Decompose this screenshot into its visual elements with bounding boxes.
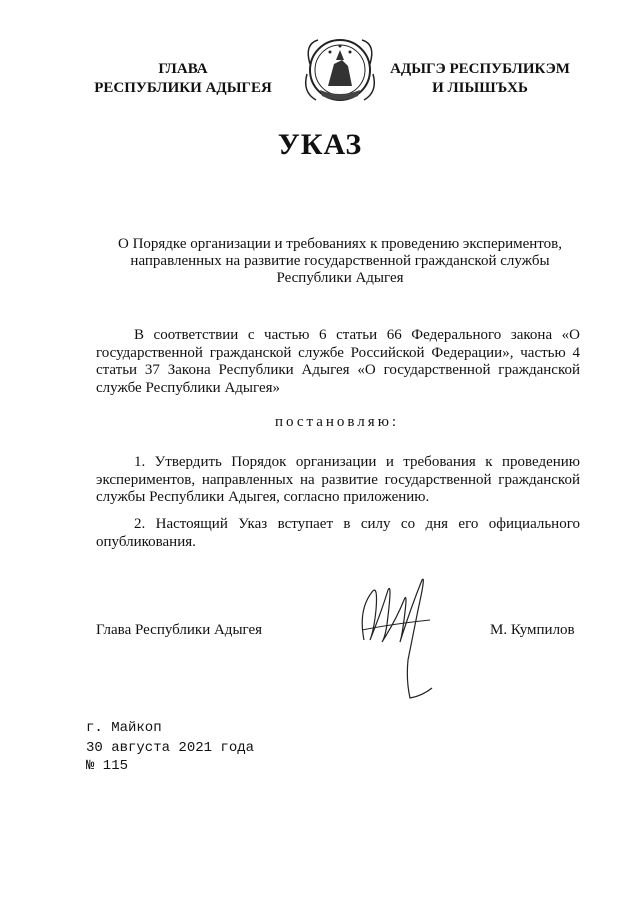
signatory-position: Глава Республики Адыгея <box>96 622 263 638</box>
handwritten-signature-icon <box>352 570 442 700</box>
document-title: УКАЗ <box>277 128 363 161</box>
footer-city: г. Майкоп <box>86 720 162 736</box>
decree-word: постановляю: <box>274 414 400 430</box>
subject-line-3: Республики Адыгея <box>276 270 404 286</box>
header-left-line2: РЕСПУБЛИКИ АДЫГЕЯ <box>94 80 272 96</box>
signatory-name: М. Кумпилов <box>490 622 575 638</box>
coat-of-arms-emblem-icon <box>298 34 382 110</box>
decree-item-1: 1. Утвердить Порядок организации и требования к проведению экспериментов, направленных на развитие государственной гражданской службы Республики Адыгея, согласно приложению. <box>96 454 580 505</box>
document-subject <box>100 236 580 287</box>
footer-date: 30 августа 2021 года <box>86 740 255 756</box>
footer-number: № 115 <box>86 758 129 774</box>
subject-line-1: О Порядке организации и требованиях к проведению экспериментов, <box>117 236 562 252</box>
subject-line-2: направленных на развитие государственной гражданской службы <box>130 253 550 269</box>
decree-item-2: 2. Настоящий Указ вступает в силу со дня его официального опубликования. <box>96 516 580 550</box>
preamble-paragraph: В соответствии с частью 6 статьи 66 Федерального закона «О государственной гражданской службе Российской Федерации», частью 4 статьи 37 Закона Республики Адыгея «О государственной гражданской службе Республики Адыгея» <box>96 327 580 396</box>
header-right <box>380 60 580 98</box>
header-left <box>88 60 278 98</box>
header-left-line1: ГЛАВА <box>158 61 208 77</box>
header-right-line2: И ЛІЫШЪХЬ <box>432 80 528 96</box>
header-right-line1: АДЫГЭ РЕСПУБЛИКЭМ <box>390 61 570 77</box>
